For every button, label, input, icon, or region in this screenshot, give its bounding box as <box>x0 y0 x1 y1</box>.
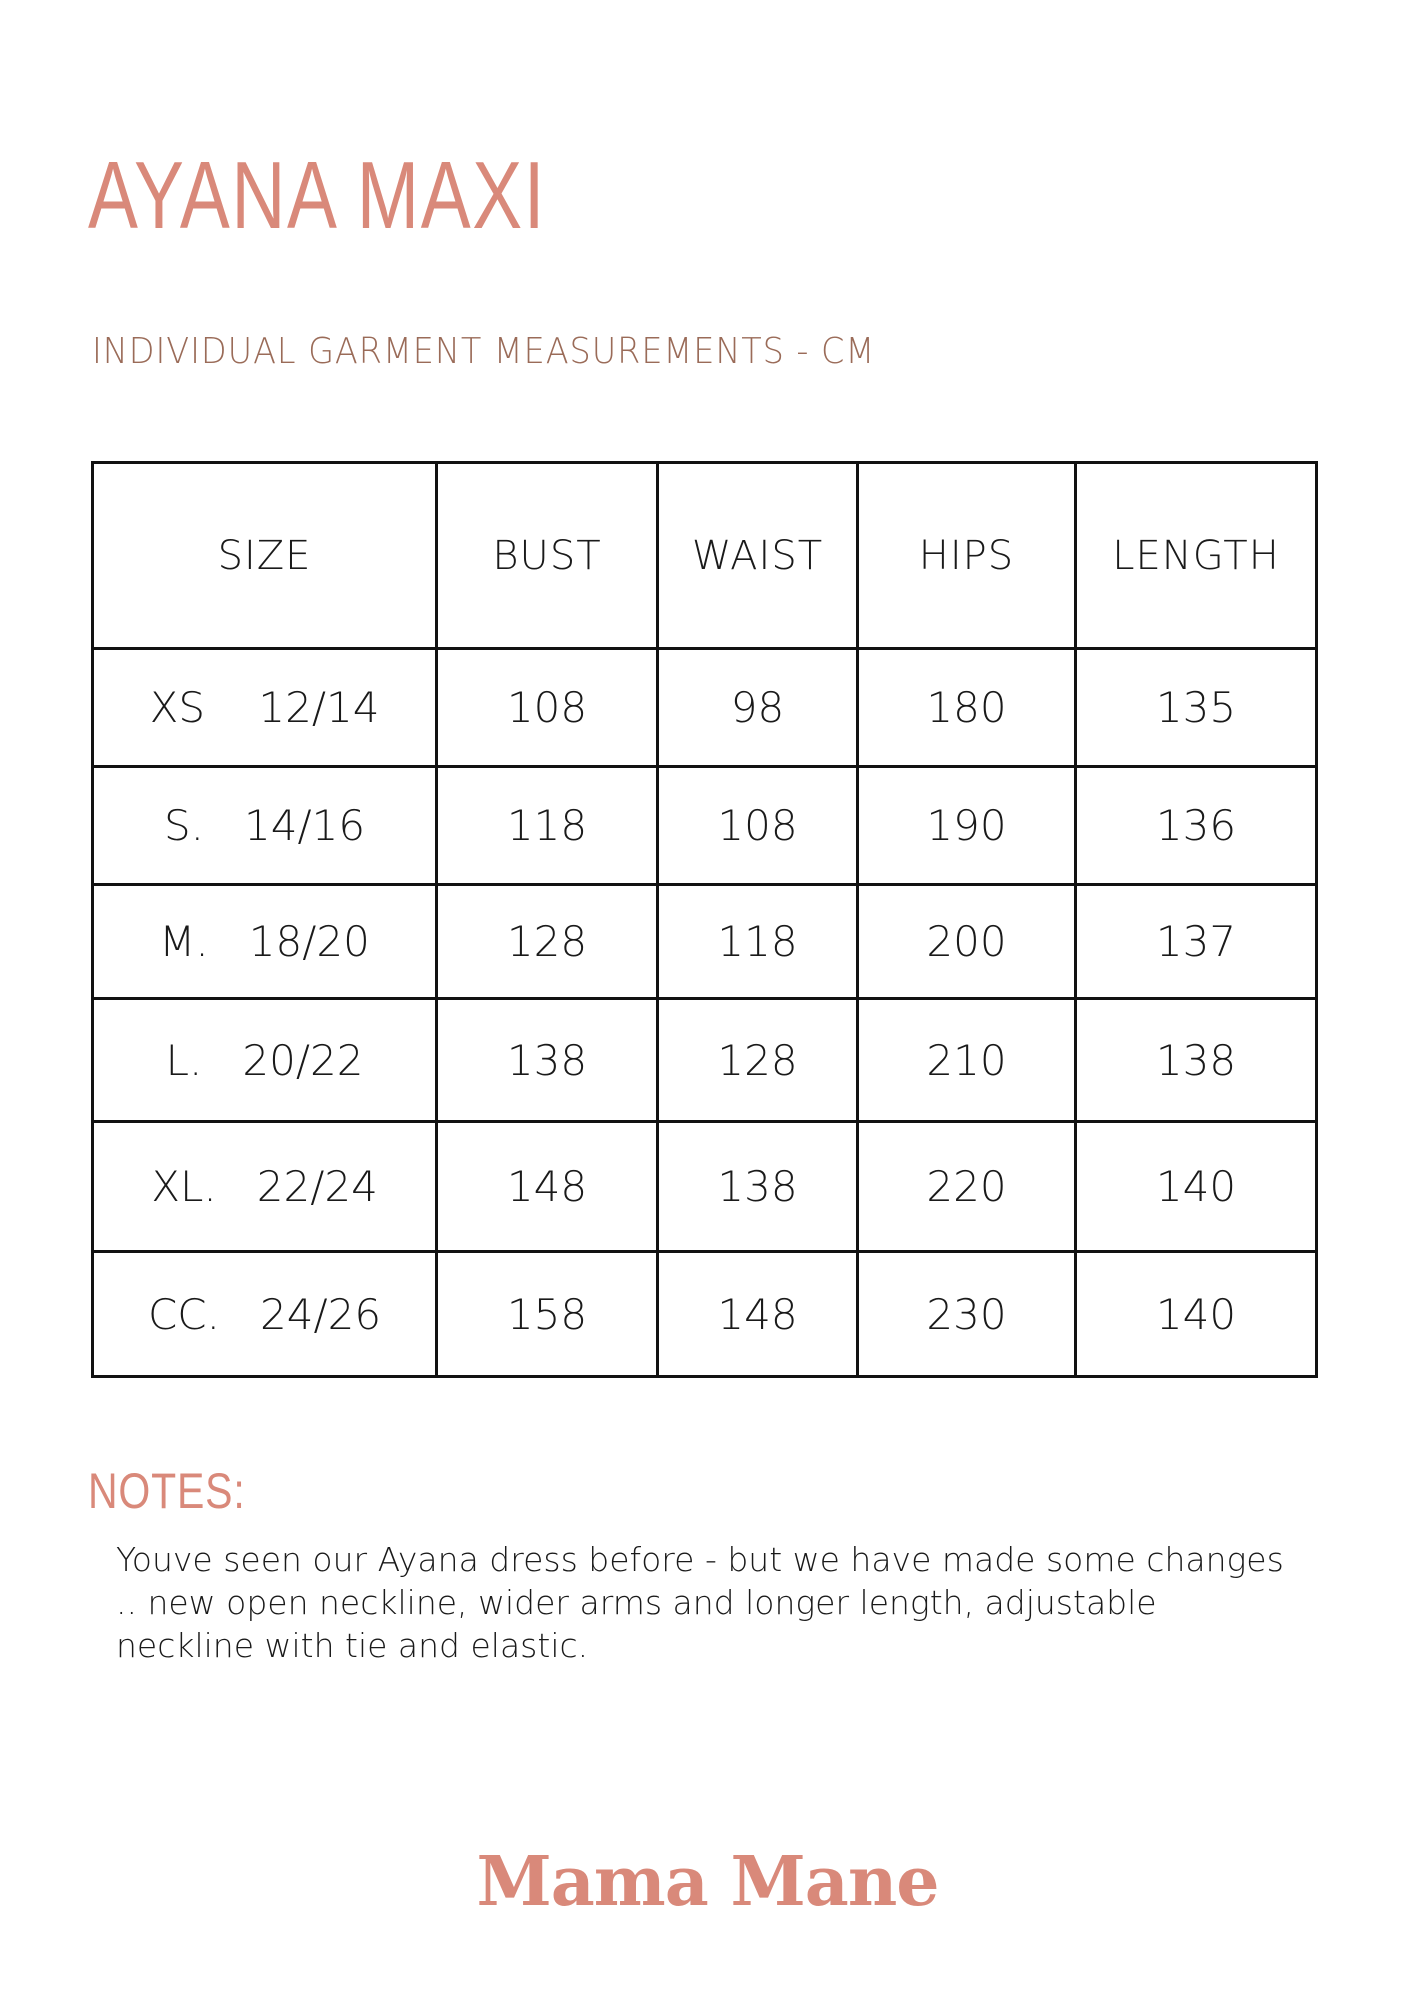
cell-bust: 148 <box>437 1122 658 1252</box>
cell-bust: 158 <box>437 1252 658 1377</box>
table-row <box>93 999 1317 1122</box>
cell-waist: 98 <box>658 649 858 767</box>
header-hips: HIPS <box>858 463 1076 649</box>
cell-waist: 148 <box>658 1252 858 1377</box>
table-row <box>93 1252 1317 1377</box>
cell-waist: 108 <box>658 767 858 885</box>
table-header-row <box>93 463 1317 649</box>
table-row <box>93 1122 1317 1252</box>
page-title: AYANA MAXI <box>88 142 547 249</box>
table-row <box>93 885 1317 999</box>
cell-size: S. 14/16 <box>93 767 437 885</box>
header-bust: BUST <box>437 463 658 649</box>
cell-length: 137 <box>1076 885 1317 999</box>
cell-size: L. 20/22 <box>93 999 437 1122</box>
cell-length: 138 <box>1076 999 1317 1122</box>
notes-heading: NOTES: <box>88 1463 246 1519</box>
cell-size: XS 12/14 <box>93 649 437 767</box>
cell-hips: 200 <box>858 885 1076 999</box>
cell-hips: 190 <box>858 767 1076 885</box>
size-chart-table <box>91 461 1318 1378</box>
cell-waist: 128 <box>658 999 858 1122</box>
cell-size: XL. 22/24 <box>93 1122 437 1252</box>
cell-length: 135 <box>1076 649 1317 767</box>
cell-hips: 180 <box>858 649 1076 767</box>
table-row <box>93 649 1317 767</box>
cell-bust: 128 <box>437 885 658 999</box>
table-row <box>93 767 1317 885</box>
header-length: LENGTH <box>1076 463 1317 649</box>
cell-bust: 138 <box>437 999 658 1122</box>
cell-hips: 210 <box>858 999 1076 1122</box>
cell-size: CC. 24/26 <box>93 1252 437 1377</box>
cell-bust: 108 <box>437 649 658 767</box>
header-size: SIZE <box>93 463 437 649</box>
brand-logo: Mama Mane <box>476 1842 939 1922</box>
cell-hips: 220 <box>858 1122 1076 1252</box>
notes-text: Youve seen our Ayana dress before - but we have made some changes .. new open neckline, wider arms and longer length, adjustable neckline with tie and elastic. <box>116 1540 1284 1665</box>
page-subtitle: INDIVIDUAL GARMENT MEASUREMENTS - CM <box>92 331 876 372</box>
cell-size: M. 18/20 <box>93 885 437 999</box>
cell-bust: 118 <box>437 767 658 885</box>
header-waist: WAIST <box>658 463 858 649</box>
cell-length: 140 <box>1076 1252 1317 1377</box>
cell-waist: 118 <box>658 885 858 999</box>
cell-hips: 230 <box>858 1252 1076 1377</box>
cell-length: 140 <box>1076 1122 1317 1252</box>
cell-length: 136 <box>1076 767 1317 885</box>
cell-waist: 138 <box>658 1122 858 1252</box>
